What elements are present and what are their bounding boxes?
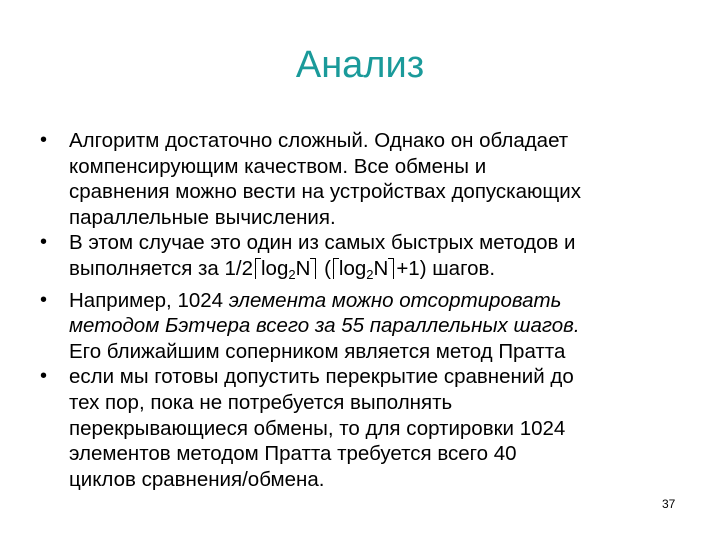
bullet-marker: • — [40, 231, 48, 254]
bullet-item-1 — [40, 128, 690, 230]
bullet-3-text-italic: элемента можно отсортировать — [228, 288, 562, 312]
bullet-item-3 — [40, 288, 690, 365]
bullet-2-text-a: выполняется за 1/2 — [69, 256, 253, 280]
bullet-3-line-2: методом Бэтчера всего за 55 параллельных шагов. — [69, 314, 580, 338]
paren-text: ( — [324, 256, 331, 280]
bullet-4-line-3: перекрывающиеся обмены, то для сортировки 1024 — [69, 416, 566, 440]
bullet-4-line-1: если мы готовы допустить перекрытие сравнений до — [69, 365, 574, 389]
ceil-right-symbol — [310, 258, 316, 279]
bullet-4-line-2: тех пор, пока не потребуется выполнять — [69, 390, 453, 414]
bullet-3-text-a: Например, 1024 — [69, 288, 229, 312]
bullet-1-line-2: компенсирующим качеством. Все обмены и — [69, 154, 487, 178]
n-text-2: N — [373, 256, 389, 280]
page-number: 37 — [662, 497, 676, 511]
bullet-marker: • — [40, 129, 48, 151]
bullet-3-line-3: Его ближайшим соперником является метод Пратта — [69, 339, 566, 363]
n-text: N — [295, 256, 311, 280]
slide-title: Анализ — [295, 44, 425, 86]
log-base-subscript-2: 2 — [366, 266, 374, 282]
bullet-item-4 — [40, 364, 690, 492]
bullet-item-2 — [40, 230, 690, 287]
log-text-2: log — [338, 256, 367, 280]
bullet-4-line-4: элементов методом Пратта требуется всего 40 — [69, 442, 517, 466]
ceil-right-symbol — [388, 258, 394, 279]
bullet-1-line-4: параллельные вычисления. — [69, 205, 336, 229]
bullet-1-line-1: Алгоритм достаточно сложный. Однако он обладает — [69, 129, 569, 152]
bullet-4-line-5: циклов сравнения/обмена. — [69, 467, 325, 491]
log-base-subscript: 2 — [288, 266, 296, 282]
bullet-2-text-g: +1) шагов. — [396, 256, 496, 280]
bullet-3-line-1 — [69, 288, 690, 314]
bullet-1-line-3: сравнения можно вести на устройствах допускающих — [69, 180, 581, 204]
bullet-list — [40, 128, 690, 492]
log-text: log — [260, 256, 289, 280]
bullet-2-line-1: В этом случае это один из самых быстрых методов и — [69, 231, 576, 255]
bullet-2-line-2 — [69, 256, 690, 288]
bullet-marker: • — [40, 288, 48, 311]
bullet-marker: • — [40, 365, 48, 388]
